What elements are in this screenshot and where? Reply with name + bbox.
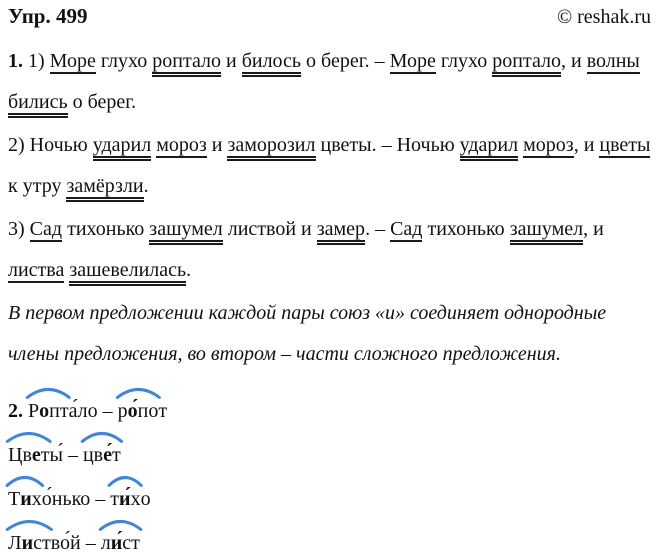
- word-pair: [8, 425, 651, 469]
- sentence: [8, 125, 651, 207]
- subject-word: Сад: [29, 218, 63, 240]
- pair-word: [110, 485, 150, 513]
- text-segment: , и: [573, 134, 600, 156]
- predicate-word: зашумел: [149, 218, 222, 245]
- predicate-word: билось: [242, 50, 301, 77]
- root-letters: т: [112, 444, 121, 466]
- task1-marker: 1.: [8, 50, 28, 72]
- pair-separator: –: [80, 532, 101, 554]
- text-segment: листвой и: [222, 218, 317, 240]
- pair-word: [8, 485, 90, 513]
- root-arc-icon: [81, 431, 123, 442]
- pair-separator: –: [62, 444, 83, 466]
- text-segment: о берег. –: [301, 50, 390, 72]
- predicate-word: роптало: [492, 50, 561, 77]
- exercise-number: Упр. 499: [8, 4, 88, 28]
- text-segment: тихонько: [422, 218, 510, 240]
- word-root: [101, 529, 140, 557]
- root-arc-icon: [108, 475, 142, 486]
- word-root: [118, 397, 159, 425]
- pair-word: [28, 397, 98, 425]
- subject-word: цветы: [599, 134, 651, 156]
- root-arc-icon: [99, 519, 142, 530]
- pair-word: [8, 529, 81, 557]
- site-copyright: © reshak.ru: [556, 6, 651, 28]
- root-arc-icon: [26, 387, 71, 398]
- word-ending: ы́: [49, 444, 63, 466]
- root-arc-icon: [116, 387, 161, 398]
- root-letters: х: [31, 488, 42, 510]
- subject-word: листва: [8, 259, 65, 281]
- task2-marker: 2.: [8, 400, 28, 422]
- root-letters: пт: [49, 400, 69, 422]
- stressed-vowel: е: [31, 444, 41, 466]
- sentence: [8, 41, 651, 123]
- text-segment: и: [220, 50, 242, 72]
- stressed-vowel: о: [39, 400, 50, 422]
- word-pair: [8, 513, 651, 557]
- root-arc-icon: [6, 431, 52, 442]
- root-arc-icon: [6, 475, 44, 486]
- pair-word: [101, 529, 140, 557]
- predicate-word: замер: [317, 218, 365, 245]
- word-pair: [8, 381, 651, 425]
- grammar-note: В первом предложении каждой пары союз «и» соединяет однородные члены предложения, во втором – части сложного предложения.: [8, 302, 607, 365]
- subject-word: Сад: [390, 218, 423, 240]
- root-letters: цв: [82, 444, 104, 466]
- word-root: [110, 485, 140, 513]
- root-letters: Цв: [8, 444, 32, 466]
- word-root: [8, 529, 51, 557]
- stressed-vowel: и́: [119, 488, 131, 510]
- stressed-vowel: е́: [103, 444, 113, 466]
- text-segment: 2) Ночью: [8, 134, 93, 156]
- subject-word: мороз: [523, 134, 574, 156]
- root-letters: т: [110, 488, 120, 510]
- stressed-vowel: и́: [110, 532, 123, 554]
- predicate-word: роптало: [152, 50, 221, 77]
- sentence: [8, 209, 651, 291]
- stressed-vowel: и: [21, 532, 34, 554]
- subject-word: мороз: [156, 134, 207, 156]
- predicate-word: зашумел: [510, 218, 583, 245]
- text-segment: о берег.: [67, 91, 137, 113]
- root-letters: Л: [8, 532, 22, 554]
- text-segment: тихонько: [62, 218, 150, 240]
- word-pair: [8, 469, 651, 513]
- word-ending: во́й: [50, 532, 81, 554]
- root-arc-icon: [6, 519, 53, 530]
- predicate-word: зашевелилась: [69, 259, 186, 286]
- root-letters: по: [137, 400, 159, 422]
- word-root: [28, 397, 69, 425]
- text-segment: 3): [8, 218, 30, 240]
- root-letters: т: [40, 444, 50, 466]
- text-segment: 1): [28, 50, 50, 72]
- root-letters: х: [130, 488, 141, 510]
- root-letters: ст: [33, 532, 51, 554]
- subject-word: волны: [586, 50, 640, 72]
- pair-list: [8, 381, 651, 557]
- word-root: [83, 441, 121, 469]
- subject-word: Море: [389, 50, 436, 72]
- text-segment: и: [206, 134, 228, 156]
- text-segment: глухо: [435, 50, 493, 72]
- root-letters: Р: [28, 400, 40, 422]
- stressed-vowel: о́: [127, 400, 138, 422]
- word-root: [8, 441, 50, 469]
- text-segment: глухо: [95, 50, 153, 72]
- pair-word: [83, 441, 121, 469]
- text-segment: . –: [365, 218, 391, 240]
- text-segment: , и: [560, 50, 587, 72]
- predicate-word: заморозил: [227, 134, 315, 161]
- page-header: [8, 4, 651, 29]
- root-letters: Т: [8, 488, 21, 510]
- pair-separator: –: [97, 400, 118, 422]
- sentence-list: [8, 41, 651, 291]
- word-ending: о: [140, 488, 151, 510]
- word-ending: а́ло: [68, 400, 98, 422]
- root-letters: р: [117, 400, 128, 422]
- predicate-word: бились: [8, 91, 68, 118]
- text-segment: .: [143, 175, 149, 197]
- root-letters: л: [100, 532, 111, 554]
- word-ending: т: [158, 400, 168, 422]
- subject-word: Море: [49, 50, 96, 72]
- text-segment: цветы. – Ночью: [315, 134, 460, 156]
- pair-word: [118, 397, 167, 425]
- word-ending: о́нько: [41, 488, 91, 510]
- predicate-word: замёрзли: [66, 175, 143, 202]
- word-root: [8, 485, 42, 513]
- root-letters: ст: [122, 532, 140, 554]
- stressed-vowel: и: [20, 488, 32, 510]
- predicate-word: ударил: [460, 134, 518, 161]
- text-segment: , и: [583, 218, 604, 240]
- predicate-word: ударил: [93, 134, 151, 161]
- pair-separator: –: [90, 488, 111, 510]
- pair-word: [8, 441, 63, 469]
- text-segment: к утру: [8, 175, 67, 197]
- text-segment: .: [186, 259, 192, 281]
